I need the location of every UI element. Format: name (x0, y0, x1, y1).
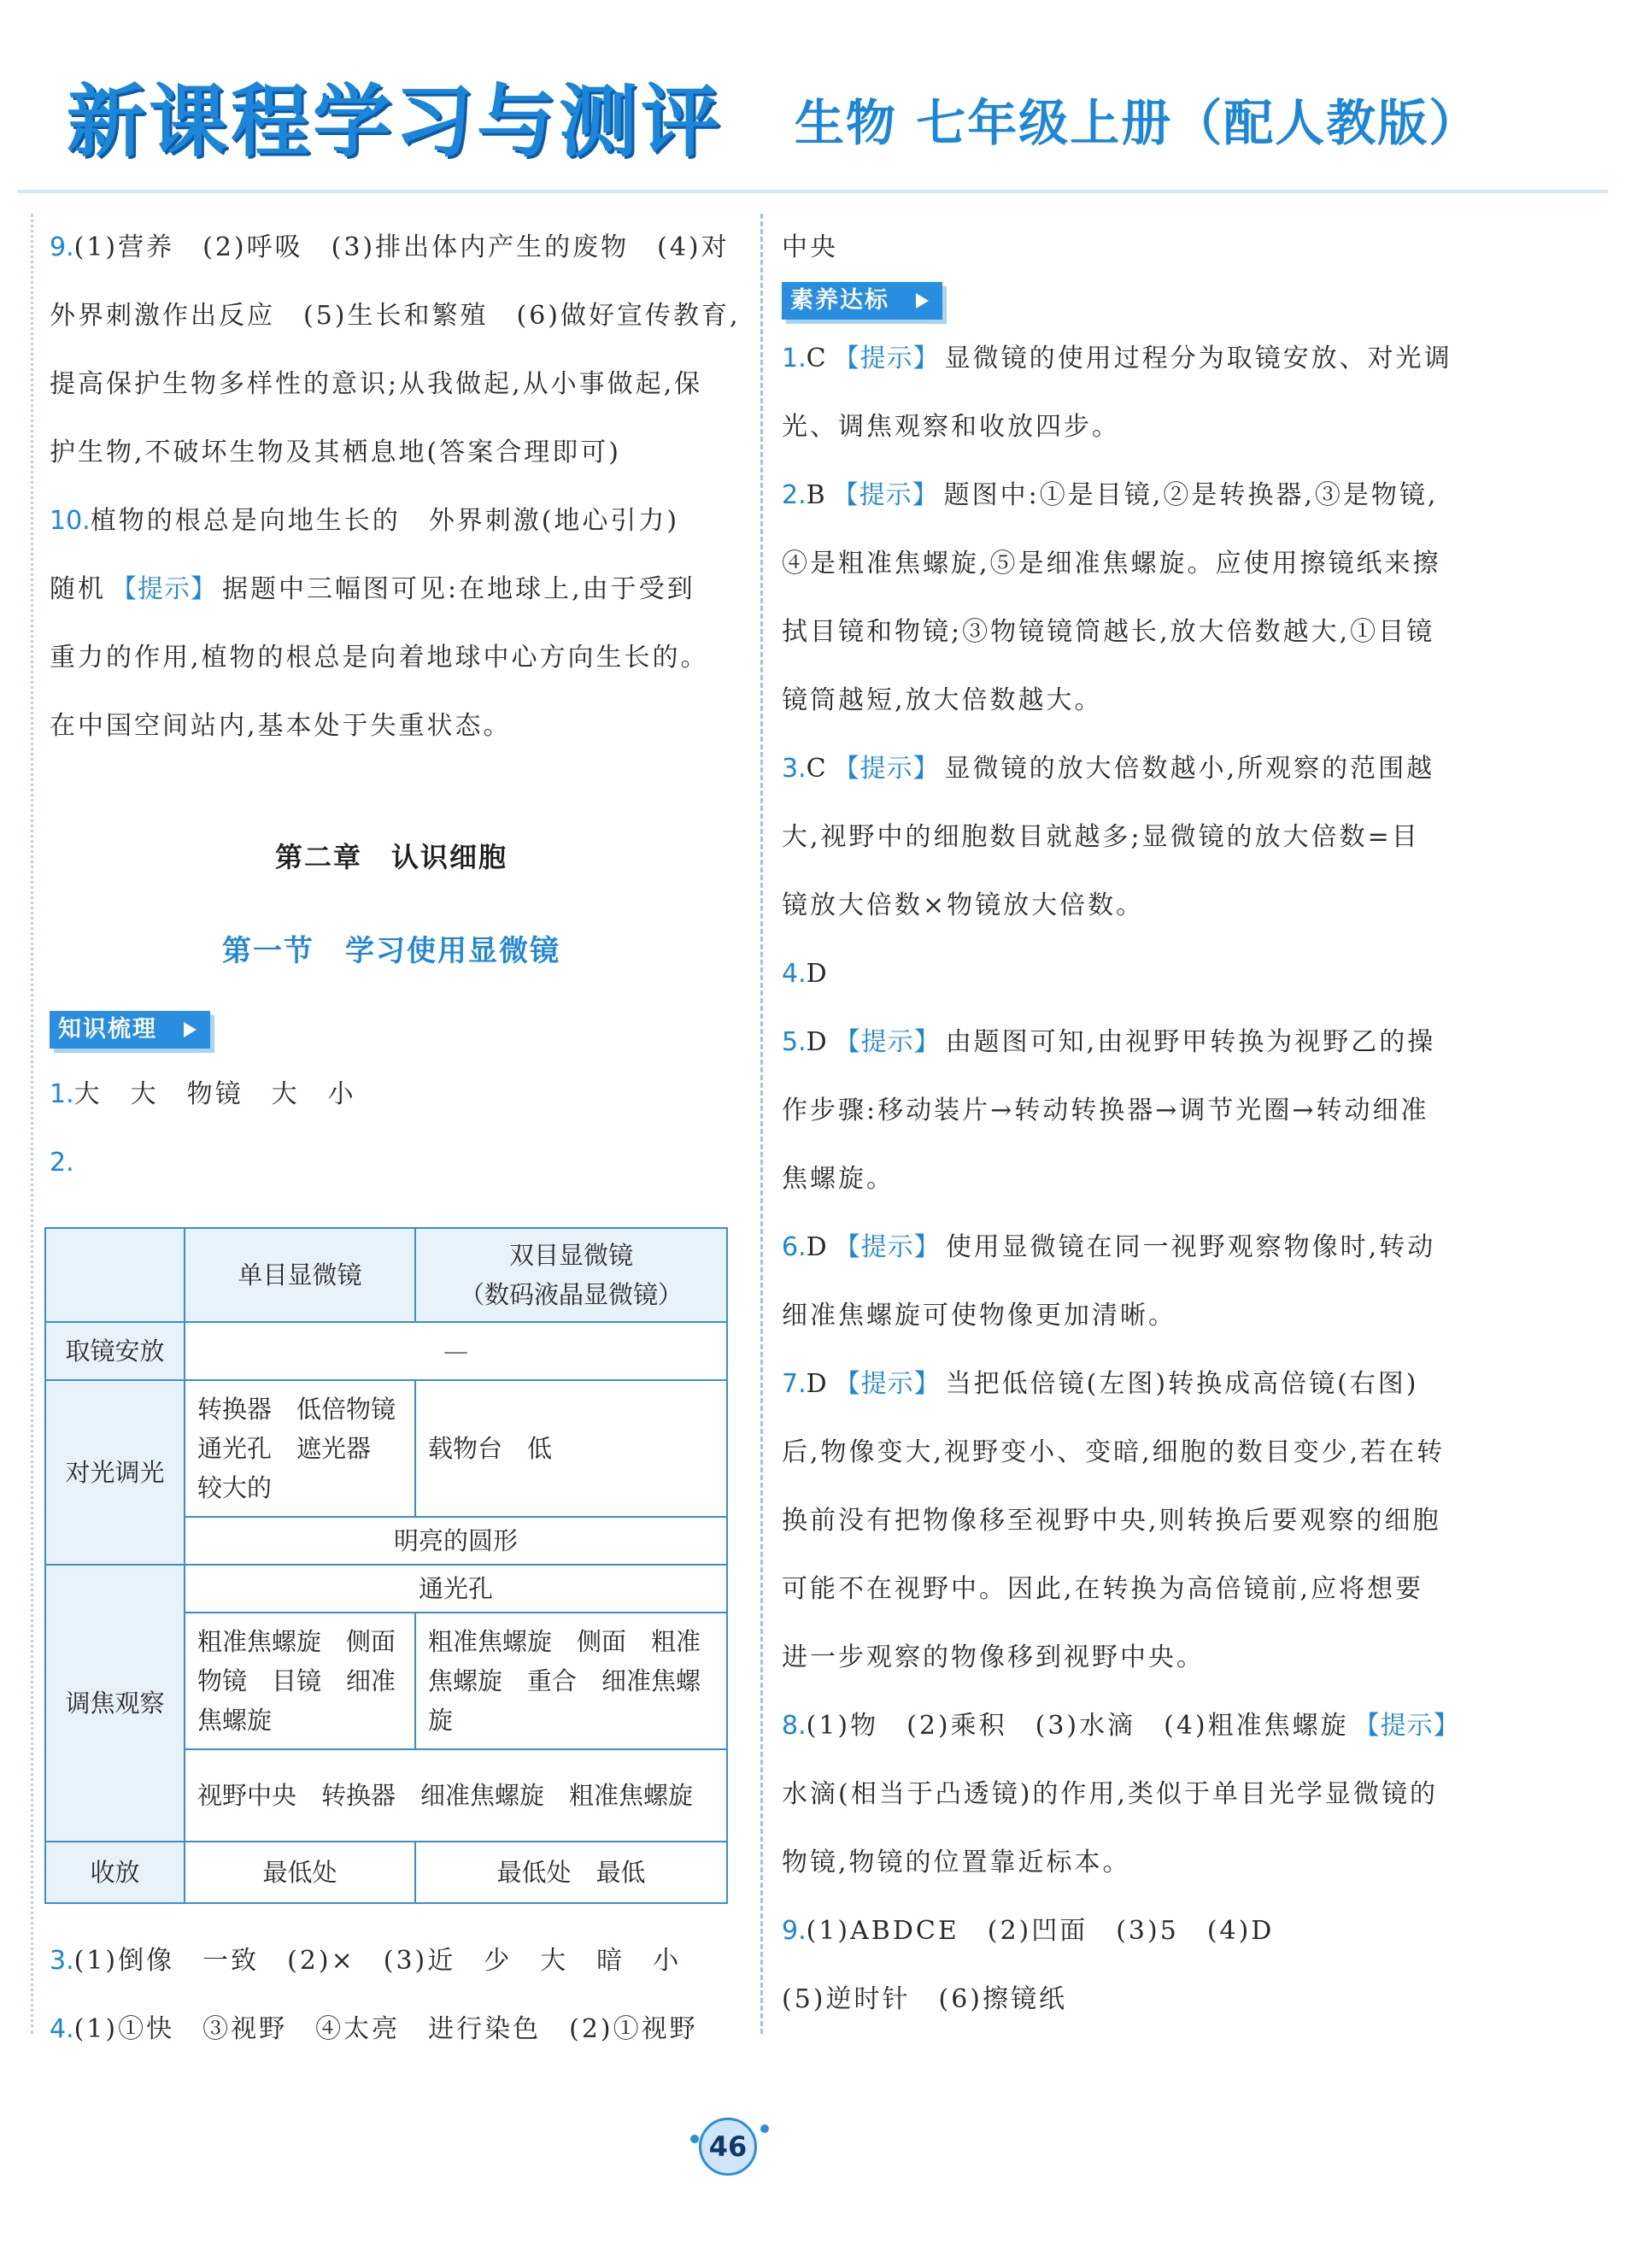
explanation-text: 由题图可知,由视野甲转换为视野乙的操 (945, 1027, 1436, 1057)
explanation-text: 题图中:①是目镜,②是转换器,③是物镜, (943, 480, 1439, 510)
q9-line-4: 护生物,不破坏生物及其栖息地(答案合理即可) (50, 438, 621, 467)
literacy-item-2-line-4: 镜筒越短,放大倍数越大。 (782, 685, 1103, 715)
q10-line-3: 重力的作用,植物的根总是向着地球中心方向生长的。 (50, 643, 709, 673)
answer-letter: C (806, 754, 829, 784)
q9-line-3: 提高保护生物多样性的意识;从我做起,从小事做起,保 (50, 369, 703, 399)
section-title: 第一节 学习使用显微镜 (222, 934, 560, 968)
answer-letter: D (806, 1232, 830, 1262)
explanation-text: 当把低倍镜(左图)转换成高倍镜(右图) (945, 1369, 1419, 1399)
knowledge-summary-tag: 知识梳理 (50, 1011, 210, 1049)
row-label-setup: 取镜安放 (45, 1322, 185, 1380)
answer-text: (1)营养 (2)呼吸 (3)排出体内产生的废物 (4)对 (73, 232, 730, 262)
question-number: 2. (782, 480, 807, 510)
question-number: 4. (782, 959, 807, 989)
cell-focus-shared-2: 视野中央 转换器 细准焦螺旋 粗准焦螺旋 (185, 1749, 727, 1842)
chapter-title: 第二章 认识细胞 (274, 841, 507, 873)
cell-setup: — (185, 1322, 727, 1380)
literacy-item-7-line-2: 后,物像变大,视野变小、变暗,细胞的数目变少,若在转 (782, 1437, 1446, 1467)
explanation-text: 显微镜的放大倍数越小,所观察的范围越 (944, 754, 1435, 784)
q10-line-2 (50, 555, 733, 624)
literacy-item-6-line-2: 细准焦螺旋可使物像更加清晰。 (782, 1301, 1176, 1331)
table-header-binocular (415, 1228, 727, 1322)
row-label-storage: 收放 (45, 1842, 185, 1903)
answer-text: 植物的根总是向地生长的 外界刺激(地心引力) (90, 506, 680, 536)
answer-text: 大 大 物镜 大 小 (73, 1079, 356, 1109)
cell-light-shared: 明亮的圆形 (185, 1517, 727, 1565)
answer-letter: C (806, 344, 829, 373)
continued-text: 中央 (782, 232, 838, 262)
answer-letter: D (806, 1027, 830, 1057)
question-number: 3. (50, 1946, 74, 1976)
q8-line-3: 物镜,物镜的位置靠近标本。 (782, 1848, 1131, 1877)
cell-focus-monocular: 粗准焦螺旋 侧面 物镜 目镜 细准焦螺旋 (185, 1613, 415, 1749)
hint-label: 【提示】 (833, 344, 940, 373)
literacy-tag: 素养达标 (782, 282, 942, 320)
question-number: 8. (782, 1711, 807, 1741)
literacy-item-2-line-2: ④是粗准焦螺旋,⑤是细准焦螺旋。应使用擦镜纸来擦 (782, 549, 1441, 579)
literacy-item-5-line-1 (782, 1008, 1461, 1077)
literacy-item-7-line-5: 进一步观察的物像移到视野中央。 (782, 1642, 1205, 1672)
answer-letter: D (806, 1369, 830, 1399)
hint-label: 【提示】 (834, 1232, 941, 1262)
literacy-item-5-line-3: 焦螺旋。 (782, 1164, 895, 1194)
answer-letter: D (806, 959, 830, 989)
literacy-item-3-line-2: 大,视野中的细胞数目就越多;显微镜的放大倍数=目 (782, 822, 1420, 852)
explanation-text: 显微镜的使用过程分为取镜安放、对光调 (944, 344, 1452, 373)
q9-line-2: 外界刺激作出反应 (5)生长和繁殖 (6)做好宣传教育, (50, 301, 741, 331)
answer-text: (1)倒像 一致 (2)× (3)近 少 大 暗 小 (73, 1946, 682, 1976)
left-column (50, 214, 741, 761)
q9-line-1 (50, 214, 733, 282)
literacy-item-6-line-1 (782, 1213, 1461, 1282)
literacy-item-2-line-1 (782, 461, 1461, 530)
row-label-focus: 调焦观察 (45, 1565, 185, 1842)
hint-label: 【提示】 (833, 754, 940, 784)
cell-light-binocular: 载物台 低 (415, 1380, 727, 1517)
q8-line-2: 水滴(相当于凸透镜)的作用,类似于单目光学显微镜的 (782, 1779, 1438, 1809)
question-number: 5. (782, 1027, 807, 1057)
a1-line (50, 1061, 733, 1129)
literacy-item-4-line-1 (782, 940, 1461, 1008)
a4-line (50, 1995, 733, 2064)
hint-label: 【提示】 (1353, 1711, 1460, 1741)
literacy-item-2-line-3: 拭目镜和物镜;③物镜镜筒越长,放大倍数越大,①目镜 (782, 617, 1435, 647)
column-divider (760, 214, 763, 2034)
hint-label: 【提示】 (834, 1027, 941, 1057)
answer-letter: B (806, 480, 828, 510)
cell-focus-binocular: 粗准焦螺旋 侧面 粗准焦螺旋 重合 细准焦螺旋 (415, 1613, 727, 1749)
cell-focus-shared-1: 通光孔 (185, 1565, 727, 1613)
page-number: 46 (699, 2118, 757, 2176)
table-corner (45, 1228, 185, 1322)
literacy-item-7-line-3: 换前没有把物像移至视野中央,则转换后要观察的细胞 (782, 1506, 1441, 1536)
knowledge-block (50, 996, 733, 1197)
play-arrow-icon (184, 1022, 197, 1037)
literacy-item-1-line-1 (782, 325, 1461, 393)
q10-line-4: 在中国空间站内,基本处于失重状态。 (50, 711, 512, 741)
question-number: 3. (782, 754, 807, 784)
left-bottom-answers (50, 1927, 733, 2064)
cell-storage-binocular: 最低处 最低 (415, 1842, 727, 1903)
answer-text: 随机 (50, 574, 106, 604)
question-number: 1. (782, 344, 807, 373)
microscope-table (44, 1227, 728, 1904)
book-subtitle: 生物 七年级上册（配人教版） (795, 94, 1481, 152)
a2-line (50, 1129, 733, 1197)
question-number: 10. (50, 506, 91, 536)
literacy-answers (782, 325, 1461, 1692)
table-header-monocular: 单目显微镜 (185, 1228, 415, 1322)
answer-text: (1)物 (2)乘积 (3)水滴 (4)粗准焦螺旋 (806, 1711, 1349, 1741)
question-number: 9. (50, 232, 74, 262)
answer-text: (1)ABDCE (2)凹面 (3)5 (4)D (806, 1916, 1275, 1946)
question-number: 1. (50, 1079, 74, 1109)
a3-line (50, 1927, 733, 1995)
q10-line-1 (50, 487, 733, 555)
question-number: 6. (782, 1232, 807, 1262)
question-number: 9. (782, 1916, 807, 1946)
literacy-item-3-line-1 (782, 735, 1461, 803)
header-line: 双目显微镜 (508, 1241, 633, 1270)
header-divider (17, 190, 1608, 193)
answer-text: (1)①快 ③视野 ④太亮 进行染色 (2)①视野 (73, 2014, 698, 2044)
decor-dot (760, 2124, 769, 2133)
play-arrow-icon (916, 293, 929, 308)
decor-dot (690, 2135, 699, 2143)
literacy-item-3-line-3: 镜放大倍数×物镜放大倍数。 (782, 890, 1145, 920)
explanation-text: 据题中三幅图可见:在地球上,由于受到 (222, 574, 695, 604)
left-margin-rule (31, 214, 33, 2034)
literacy-item-1-line-2: 光、调焦观察和收放四步。 (782, 412, 1120, 442)
question-number: 4. (50, 2014, 74, 2044)
explanation-text: 使用显微镜在同一视野观察物像时,转动 (945, 1232, 1436, 1262)
header-line: （数码液晶显微镜） (459, 1280, 683, 1309)
question-number: 7. (782, 1369, 807, 1399)
literacy-item-5-line-2: 作步骤:移动装片→转动转换器→调节光圈→转动细准 (782, 1096, 1429, 1125)
q9r-line-1 (782, 1897, 1461, 1965)
hint-label: 【提示】 (111, 574, 217, 604)
cell-light-monocular: 转换器 低倍物镜 通光孔 遮光器 较大的 (185, 1380, 415, 1517)
book-title: 新课程学习与测评 (67, 76, 724, 167)
literacy-item-7-line-4: 可能不在视野中。因此,在转换为高倍镜前,应将想要 (782, 1574, 1424, 1604)
q8-line-1 (782, 1692, 1461, 1760)
cell-storage-monocular: 最低处 (185, 1842, 415, 1903)
q9r-line-2: (5)逆时针 (6)擦镜纸 (782, 1984, 1067, 2014)
literacy-item-7-line-1 (782, 1350, 1461, 1419)
right-column (782, 214, 1461, 2034)
row-label-light: 对光调光 (45, 1380, 185, 1565)
hint-label: 【提示】 (834, 1369, 941, 1399)
hint-label: 【提示】 (832, 480, 939, 510)
question-number: 2. (50, 1148, 74, 1178)
